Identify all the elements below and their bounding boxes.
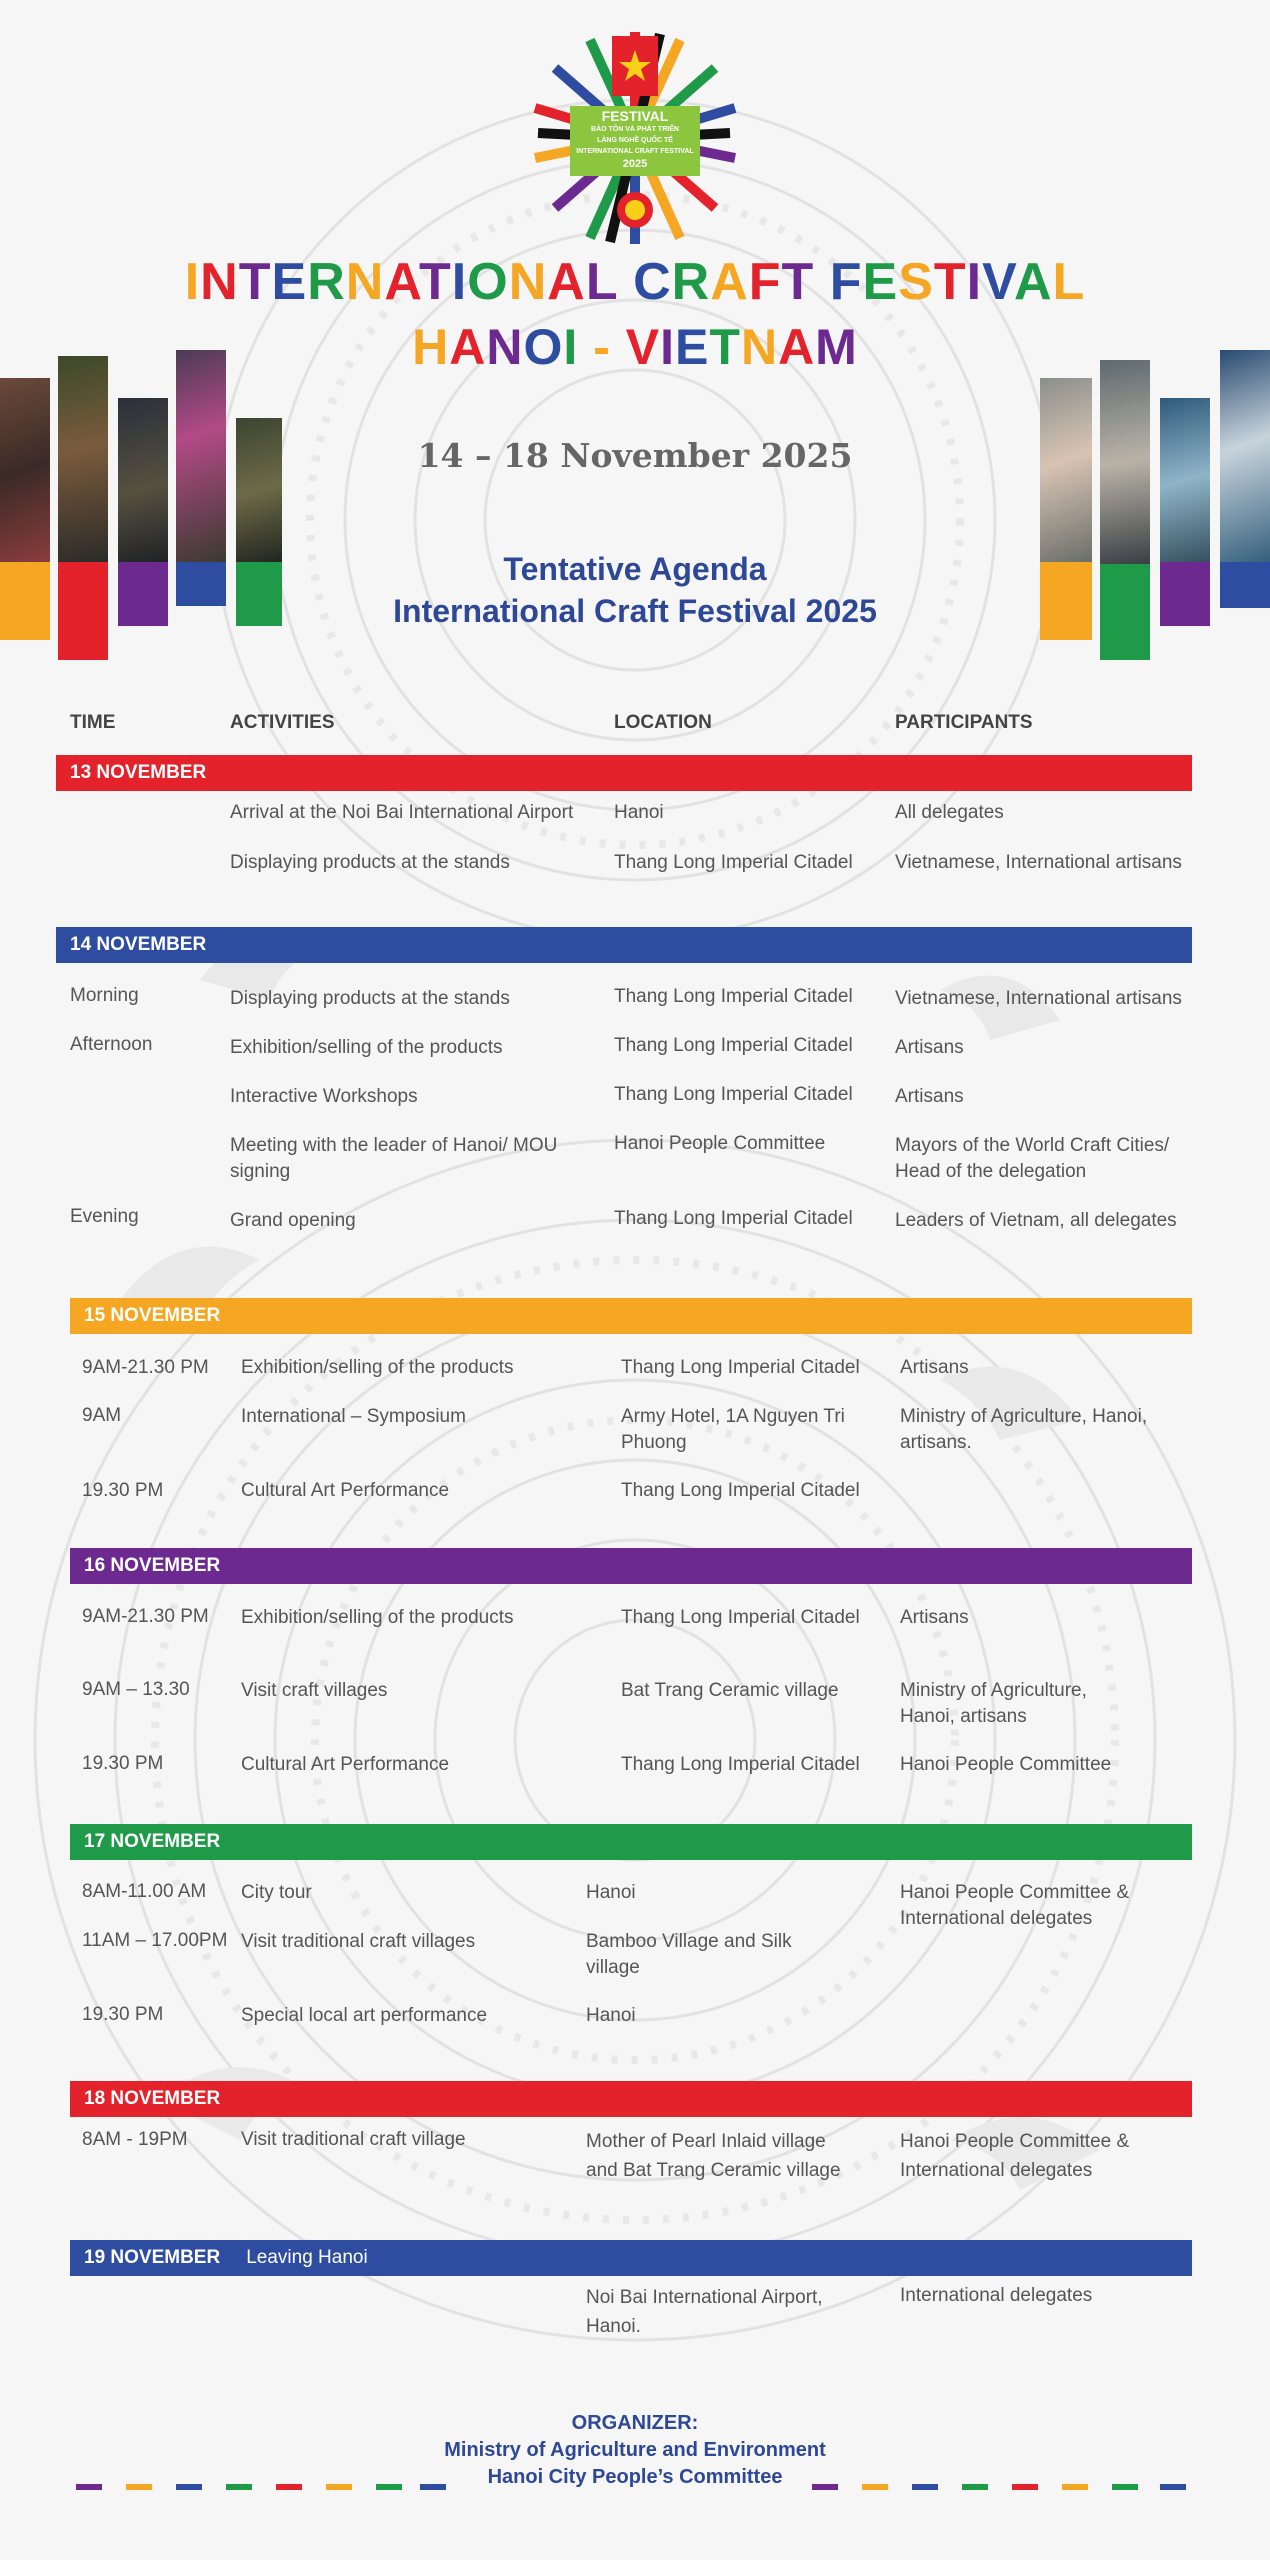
participants-cell: Artisans [900, 1607, 969, 1628]
header-participants: PARTICIPANTS [895, 712, 1033, 733]
decor-dash [420, 2484, 446, 2490]
time-cell: Morning [70, 985, 139, 1006]
organizer-label: ORGANIZER: [571, 2412, 699, 2434]
participants-cell: Mayors of the World Craft Cities/ Head of the delegation [895, 1135, 1170, 1182]
day-band-15-november [70, 1298, 1192, 1334]
header-activities: ACTIVITIES [230, 712, 335, 733]
time-cell: 19.30 PM [82, 1480, 164, 1501]
decor-dash [326, 2484, 352, 2490]
participants-cell: Hanoi People Committee [900, 1754, 1112, 1775]
logo-vietnamese-line-2: LÀNG NGHỀ QUỐC TẾ [597, 137, 673, 144]
location-cell: Thang Long Imperial Citadel [614, 1035, 853, 1056]
decor-dash [1012, 2484, 1038, 2490]
artisan-photo-strip-5 [236, 418, 282, 626]
day-label: 18 NOVEMBER [84, 2088, 221, 2109]
time-cell: 8AM - 19PM [82, 2129, 188, 2150]
day-band-18-november [70, 2081, 1192, 2117]
activity-cell: Cultural Art Performance [241, 1754, 450, 1775]
participants-cell: Hanoi People Committee & International delegates [900, 2131, 1130, 2181]
time-cell: Evening [70, 1206, 139, 1227]
artisan-photo-strip-3 [118, 398, 168, 626]
organizer-line-2: Hanoi City People’s Committee [487, 2466, 783, 2488]
activity-cell: Exhibition/selling of the products [241, 1357, 514, 1378]
decor-dash [862, 2484, 888, 2490]
artisan-photo-strip-4 [176, 350, 226, 606]
organizer-line-1: Ministry of Agriculture and Environment [444, 2439, 826, 2461]
artisan-photo-strip-2 [58, 356, 108, 660]
activity-cell: Grand opening [230, 1210, 356, 1231]
logo-vietnamese-line-1: BẢO TỒN VÀ PHÁT TRIỂN [591, 126, 679, 133]
day-band-14-november [56, 927, 1192, 963]
location-cell: Thang Long Imperial Citadel [621, 1607, 860, 1628]
location-cell: Thang Long Imperial Citadel [621, 1754, 860, 1775]
location-cell: Mother of Pearl Inlaid village and Bat Trang Ceramic village [586, 2131, 841, 2181]
day-band-17-november [70, 1824, 1192, 1860]
time-cell: 11AM – 17.00PM [82, 1930, 228, 1951]
festival-logo [530, 28, 740, 248]
day-band-16-november [70, 1548, 1192, 1584]
time-cell: 9AM-21.30 PM [82, 1606, 209, 1627]
activity-cell: Visit craft villages [241, 1680, 388, 1701]
location-cell: Thang Long Imperial Citadel [621, 1480, 860, 1501]
decor-dash [276, 2484, 302, 2490]
header-location: LOCATION [614, 712, 712, 733]
decor-dash [1160, 2484, 1186, 2490]
activity-cell: Meeting with the leader of Hanoi/ MOU signing [230, 1135, 558, 1182]
day-label: 16 NOVEMBER [84, 1555, 221, 1576]
activity-cell: Exhibition/selling of the products [241, 1607, 514, 1628]
organizer-block [0, 2410, 1270, 2491]
artisan-photo-strip-1 [0, 378, 50, 640]
day-note: Leaving Hanoi [246, 2247, 368, 2268]
activity-cell: Arrival at the Noi Bai International Airport [230, 802, 574, 823]
decor-dash [1062, 2484, 1088, 2490]
location-cell: Hanoi [614, 802, 664, 823]
logo-year: 2025 [622, 158, 648, 170]
logo-festival-word: FESTIVAL [601, 108, 669, 124]
logo-english-line: INTERNATIONAL CRAFT FESTIVAL [576, 148, 694, 155]
location-cell: Bamboo Village and Silk village [586, 1931, 792, 1978]
time-cell: Afternoon [70, 1034, 153, 1055]
day-label: 17 NOVEMBER [84, 1831, 221, 1852]
location-cell: Thang Long Imperial Citadel [614, 1084, 853, 1105]
participants-cell: International delegates [900, 2285, 1093, 2306]
decor-dash [812, 2484, 838, 2490]
agenda-title-line-1: Tentative Agenda [503, 551, 767, 587]
activity-cell: City tour [241, 1882, 312, 1903]
participants-cell: Artisans [895, 1086, 964, 1107]
participants-cell: Hanoi People Committee & International delegates [900, 1882, 1130, 1929]
decor-dash [126, 2484, 152, 2490]
festival-dates: 14 – 18 November 2025 [417, 436, 853, 475]
time-cell: 9AM – 13.30 [82, 1679, 190, 1700]
day-label: 14 NOVEMBER [70, 934, 207, 955]
day-band-13-november [56, 755, 1192, 791]
participants-cell: All delegates [895, 802, 1004, 823]
location-cell: Thang Long Imperial Citadel [621, 1357, 860, 1378]
time-cell: 19.30 PM [82, 1753, 164, 1774]
day-label: 19 NOVEMBER [84, 2247, 221, 2268]
participants-cell: Ministry of Agriculture, Hanoi, artisans. [900, 1406, 1148, 1453]
artisan-photo-strip-7 [1100, 360, 1150, 660]
time-cell: 8AM-11.00 AM [82, 1881, 207, 1902]
participants-cell: Artisans [895, 1037, 964, 1058]
decor-dash [176, 2484, 202, 2490]
artisan-photo-strip-9 [1220, 350, 1270, 608]
location-cell: Bat Trang Ceramic village [621, 1680, 839, 1701]
activity-cell: Visit traditional craft village [241, 2129, 466, 2150]
activity-cell: Displaying products at the stands [230, 988, 510, 1009]
location-cell: Hanoi People Committee [614, 1133, 826, 1154]
festival-title-line-1: INTERNATIONAL CRAFT FESTIVAL [184, 253, 1086, 311]
decor-dash [76, 2484, 102, 2490]
decor-dash [226, 2484, 252, 2490]
participants-cell: Ministry of Agriculture, Hanoi, artisans [900, 1680, 1087, 1727]
agenda-title-line-2: International Craft Festival 2025 [393, 593, 877, 629]
location-cell: Thang Long Imperial Citadel [614, 852, 853, 873]
activity-cell: Special local art performance [241, 2005, 488, 2026]
location-cell: Thang Long Imperial Citadel [614, 986, 853, 1007]
participants-cell: Leaders of Vietnam, all delegates [895, 1210, 1177, 1231]
activity-cell: International – Symposium [241, 1406, 466, 1427]
activity-cell: Cultural Art Performance [241, 1480, 450, 1501]
time-cell: 19.30 PM [82, 2004, 164, 2025]
location-cell: Army Hotel, 1A Nguyen Tri Phuong [621, 1406, 845, 1453]
day-label: 15 NOVEMBER [84, 1305, 221, 1326]
participants-cell: Vietnamese, International artisans [895, 852, 1182, 873]
decor-dash [912, 2484, 938, 2490]
activity-cell: Displaying products at the stands [230, 852, 510, 873]
header-time: TIME [70, 712, 116, 733]
location-cell: Thang Long Imperial Citadel [614, 1208, 853, 1229]
location-cell: Hanoi [586, 1882, 636, 1903]
decor-dash [1112, 2484, 1138, 2490]
day-band-19-november [70, 2240, 1192, 2276]
festival-title-line-2: HANOI - VIETNAM [412, 319, 858, 375]
time-cell: 9AM [82, 1405, 122, 1426]
artisan-photo-strip-6 [1040, 378, 1092, 640]
decor-dash [376, 2484, 402, 2490]
decor-dash [962, 2484, 988, 2490]
activity-cell: Exhibition/selling of the products [230, 1037, 503, 1058]
location-cell: Hanoi [586, 2005, 636, 2026]
activity-cell: Interactive Workshops [230, 1086, 418, 1107]
location-cell: Noi Bai International Airport, Hanoi. [586, 2287, 823, 2337]
time-cell: 9AM-21.30 PM [82, 1357, 209, 1378]
artisan-photo-strip-8 [1160, 398, 1210, 626]
activity-cell: Visit traditional craft villages [241, 1931, 476, 1952]
day-label: 13 NOVEMBER [70, 762, 207, 783]
participants-cell: Vietnamese, International artisans [895, 988, 1182, 1009]
participants-cell: Artisans [900, 1357, 969, 1378]
